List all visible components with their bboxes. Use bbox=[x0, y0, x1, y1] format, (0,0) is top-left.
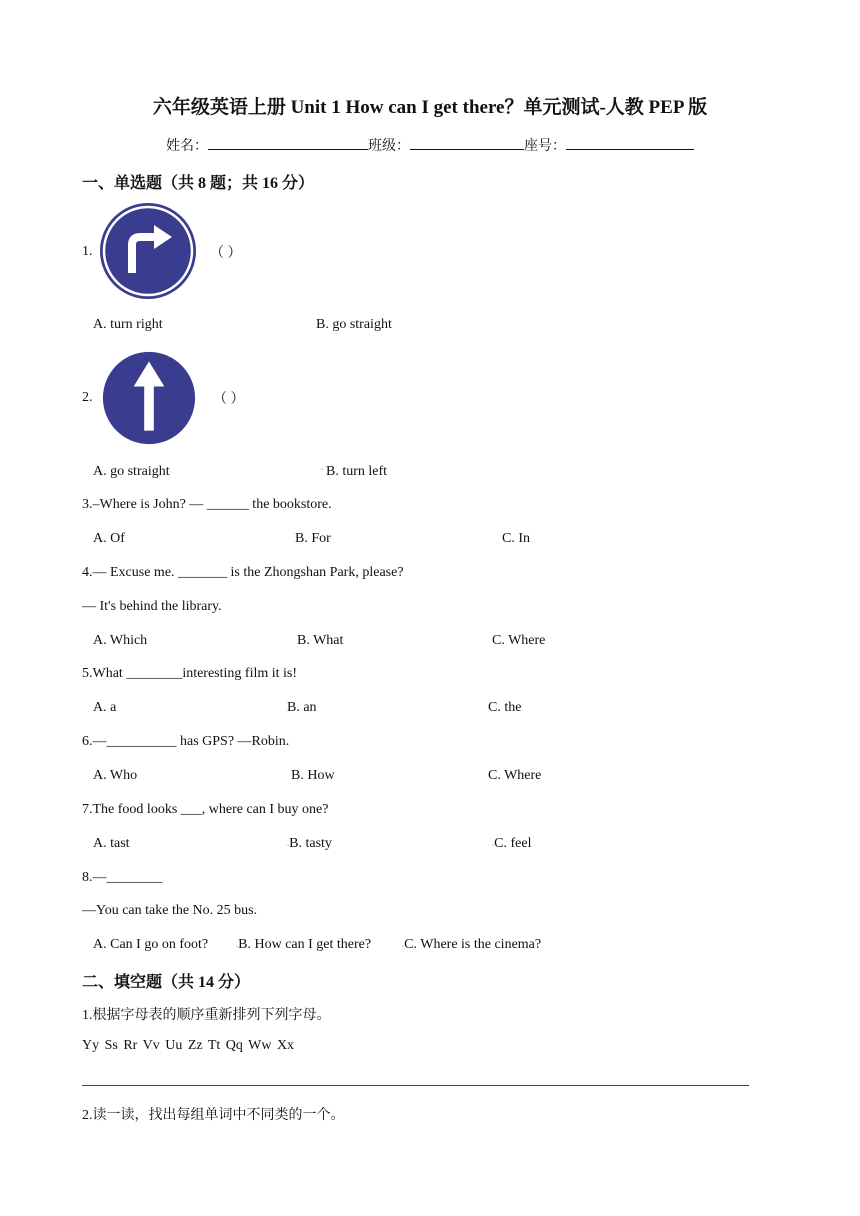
name-label: 姓名： bbox=[166, 139, 208, 154]
name-blank[interactable] bbox=[208, 135, 368, 150]
q8-option-a[interactable]: A. Can I go on foot? bbox=[93, 937, 209, 952]
option-marker: ◦ bbox=[492, 843, 495, 849]
q5-text: 5.What ________interesting film it is! bbox=[82, 666, 298, 681]
s2-q2-text: 2.读一读，找出每组单词中不同类的一个。 bbox=[82, 1108, 345, 1123]
q5-option-a[interactable]: A. a bbox=[93, 700, 117, 715]
seat-label: 座号： bbox=[524, 139, 566, 154]
q7-option-c[interactable] bbox=[492, 836, 531, 852]
q3-option-b[interactable]: B. For bbox=[295, 531, 331, 546]
q3-option-c[interactable]: C. In bbox=[502, 531, 530, 546]
q1-option-a[interactable]: A. turn right bbox=[93, 317, 163, 332]
s2-q1-text: 1.根据字母表的顺序重新排列下列字母。 bbox=[82, 1008, 331, 1023]
q7-option-b[interactable] bbox=[287, 836, 332, 852]
q2-option-b[interactable]: B. turn left bbox=[326, 464, 388, 479]
option-marker: ◦ bbox=[402, 944, 405, 950]
option-marker: ◦ bbox=[321, 467, 324, 473]
q3-option-a[interactable]: A. Of bbox=[93, 531, 125, 546]
q7-option-a[interactable]: A. tast bbox=[93, 836, 130, 851]
q2-answer-paren: （ ） bbox=[213, 392, 245, 407]
q1-answer-paren: （ ） bbox=[210, 246, 242, 261]
q7-option-c-label: C. feel bbox=[494, 836, 532, 851]
class-blank[interactable] bbox=[410, 135, 524, 150]
q4-option-a[interactable]: A. Which bbox=[93, 633, 148, 648]
q8-option-c[interactable] bbox=[402, 937, 541, 953]
q3-text: 3.–Where is John? — ______ the bookstore. bbox=[82, 497, 332, 512]
q8-option-b-label: B. How can I get there? bbox=[238, 937, 372, 952]
q6-option-b[interactable]: B. How bbox=[291, 768, 335, 783]
go-straight-sign-icon bbox=[101, 350, 197, 446]
q4-option-c[interactable]: C. Where bbox=[492, 633, 546, 648]
q1-option-b[interactable]: B. go straight bbox=[316, 317, 392, 332]
q8-option-b[interactable] bbox=[236, 937, 371, 953]
q2-option-a[interactable]: A. go straight bbox=[93, 464, 170, 479]
option-marker: ◦ bbox=[236, 944, 239, 950]
turn-right-sign-icon bbox=[98, 201, 198, 301]
q1-number: 1. bbox=[82, 244, 93, 259]
q6-text: 6.—__________ has GPS? —Robin. bbox=[82, 734, 290, 749]
q6-option-a[interactable]: A. Who bbox=[93, 768, 138, 783]
seat-blank[interactable] bbox=[566, 135, 694, 150]
s2-q1-letters: Yy Ss Rr Vv Uu Zz Tt Qq Ww Xx bbox=[82, 1038, 295, 1053]
q6-option-c[interactable]: C. Where bbox=[488, 768, 542, 783]
q5-option-b[interactable]: B. an bbox=[287, 700, 317, 715]
q8-option-c-label: C. Where is the cinema? bbox=[404, 937, 542, 952]
q4-text: 4.— Excuse me. _______ is the Zhongshan Park, please? bbox=[82, 565, 404, 580]
page-title: 六年级英语上册 Unit 1 How can I get there？单元测试-人教 PEP 版 bbox=[152, 97, 708, 118]
q8-answer-line: —You can take the No. 25 bus. bbox=[82, 903, 258, 918]
class-label: 班级： bbox=[368, 139, 410, 154]
option-marker: ◦ bbox=[287, 843, 290, 849]
section-2-heading: 二、填空题（共 14 分） bbox=[82, 974, 251, 991]
q7-text: 7.The food looks ___, where can I buy one? bbox=[82, 802, 329, 817]
q4-option-b[interactable]: B. What bbox=[297, 633, 344, 648]
q7-option-b-label: B. tasty bbox=[289, 836, 332, 851]
answer-line[interactable] bbox=[82, 1085, 749, 1086]
section-1-heading: 一、单选题（共 8 题；共 16 分） bbox=[82, 175, 315, 192]
q4-answer-line: — It's behind the library. bbox=[82, 599, 222, 614]
q2-number: 2. bbox=[82, 390, 93, 405]
q8-text: 8.—________ bbox=[82, 870, 163, 885]
q5-option-c[interactable]: C. the bbox=[488, 700, 522, 715]
student-info-line bbox=[0, 135, 860, 155]
